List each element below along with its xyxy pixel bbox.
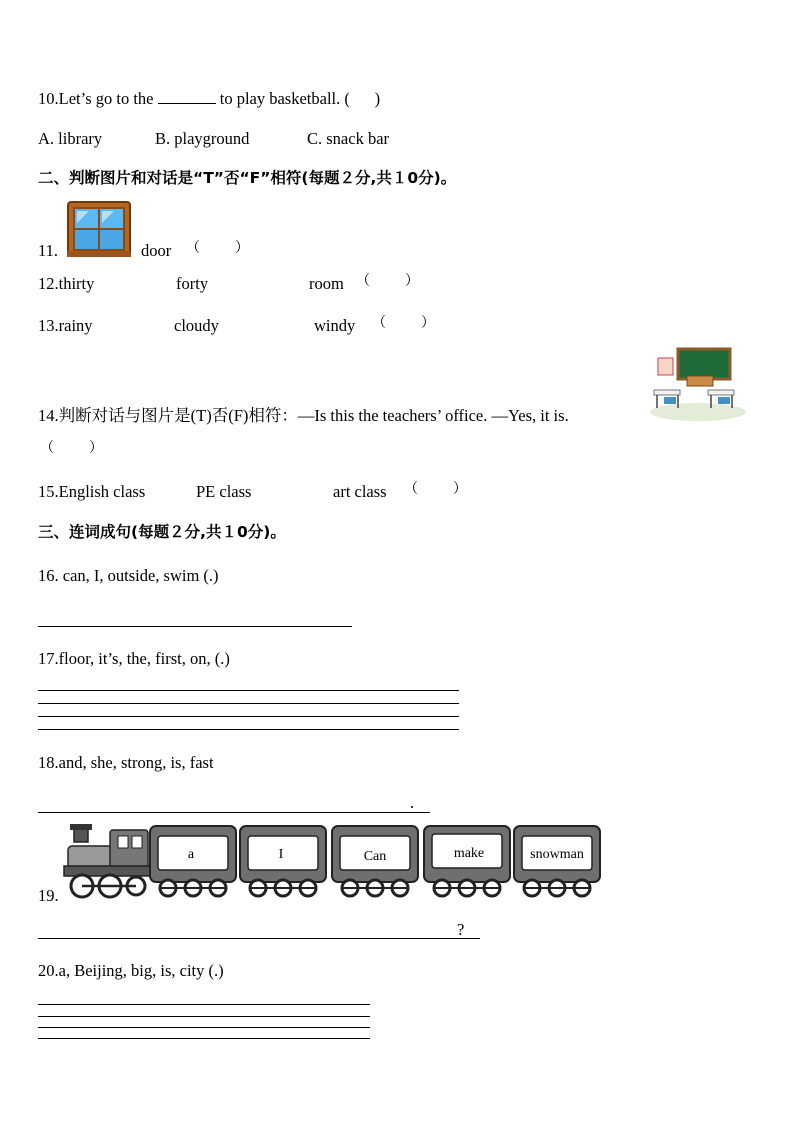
q10-suffix: to play basketball. ( ) bbox=[215, 89, 381, 108]
train-car-2-word: I bbox=[278, 847, 284, 862]
q11-number: 11. bbox=[38, 241, 59, 260]
q18-text: 18.and, she, strong, is, fast bbox=[38, 753, 214, 772]
q10-blank[interactable] bbox=[158, 89, 216, 104]
q17-answer-line-4[interactable] bbox=[38, 729, 459, 730]
q13-answer-parens[interactable]: （ ） bbox=[372, 316, 435, 331]
q10-prefix: 10.Let’s go to the bbox=[38, 89, 158, 108]
q11-word: door bbox=[141, 241, 172, 260]
train-car-3 bbox=[332, 826, 418, 896]
q19-number: 19. bbox=[38, 886, 59, 905]
q20-answer-line-2[interactable] bbox=[38, 1016, 370, 1017]
train-car-3-word: Can bbox=[363, 849, 387, 864]
q16-answer-line[interactable] bbox=[38, 626, 352, 627]
q12-word-2: room bbox=[309, 274, 344, 293]
q17-text: 17.floor, it’s, the, first, on, (.) bbox=[38, 649, 230, 668]
q12-number: 12.thirty bbox=[38, 274, 95, 293]
q13-number: 13.rainy bbox=[38, 316, 93, 335]
locomotive-icon bbox=[64, 824, 150, 897]
q16-text: 16. can, I, outside, swim (.) bbox=[38, 566, 219, 585]
q20-answer-line-1[interactable] bbox=[38, 1004, 370, 1005]
section2-title: 二、判断图片和对话是“T”否“F”相符(每题２分,共１0分)。 bbox=[38, 169, 457, 187]
train-car-1-word: a bbox=[187, 847, 195, 862]
q10-option-b[interactable]: B. playground bbox=[155, 129, 250, 148]
q20-text: 20.a, Beijing, big, is, city (.) bbox=[38, 961, 224, 980]
q20-answer-line-3[interactable] bbox=[38, 1027, 370, 1028]
q17-answer-line-1[interactable] bbox=[38, 690, 459, 691]
q17-answer-line-3[interactable] bbox=[38, 716, 459, 717]
classroom-icon bbox=[648, 346, 748, 422]
train-picture bbox=[60, 822, 605, 902]
q18-end-mark: . bbox=[410, 793, 415, 812]
q18-answer-line[interactable] bbox=[38, 812, 430, 813]
q17-answer-line-2[interactable] bbox=[38, 703, 459, 704]
q14-answer-parens[interactable]: （ ） bbox=[40, 441, 103, 456]
q19-end-mark: ? bbox=[457, 920, 465, 939]
q15-word-1: PE class bbox=[196, 482, 252, 501]
q12-answer-parens[interactable]: （ ） bbox=[356, 274, 419, 289]
q15-word-2: art class bbox=[333, 482, 387, 501]
q12-word-1: forty bbox=[176, 274, 209, 293]
train-car-1 bbox=[150, 826, 236, 896]
train-car-4-word: make bbox=[453, 846, 485, 861]
window-icon bbox=[67, 201, 131, 257]
q20-answer-line-4[interactable] bbox=[38, 1038, 370, 1039]
q19-answer-line[interactable] bbox=[38, 938, 480, 939]
q10-stem bbox=[38, 89, 380, 108]
section3-title: 三、连词成句(每题２分,共１0分)。 bbox=[38, 523, 286, 541]
q13-word-2: windy bbox=[314, 316, 356, 335]
train-car-2 bbox=[240, 826, 326, 896]
train-car-5 bbox=[514, 826, 600, 896]
q15-answer-parens[interactable]: （ ） bbox=[404, 482, 467, 497]
train-car-4 bbox=[424, 826, 510, 896]
q14-text: 14.判断对话与图片是(T)否(F)相符：—Is this the teachers’ office. —Yes, it is. bbox=[38, 406, 569, 425]
train-car-5-word: snowman bbox=[530, 847, 584, 862]
q13-word-1: cloudy bbox=[174, 316, 219, 335]
q11-answer-parens[interactable]: （ ） bbox=[186, 241, 249, 256]
q15-number: 15.English class bbox=[38, 482, 146, 501]
q10-option-a[interactable]: A. library bbox=[38, 129, 103, 148]
q10-option-c[interactable]: C. snack bar bbox=[307, 129, 390, 148]
